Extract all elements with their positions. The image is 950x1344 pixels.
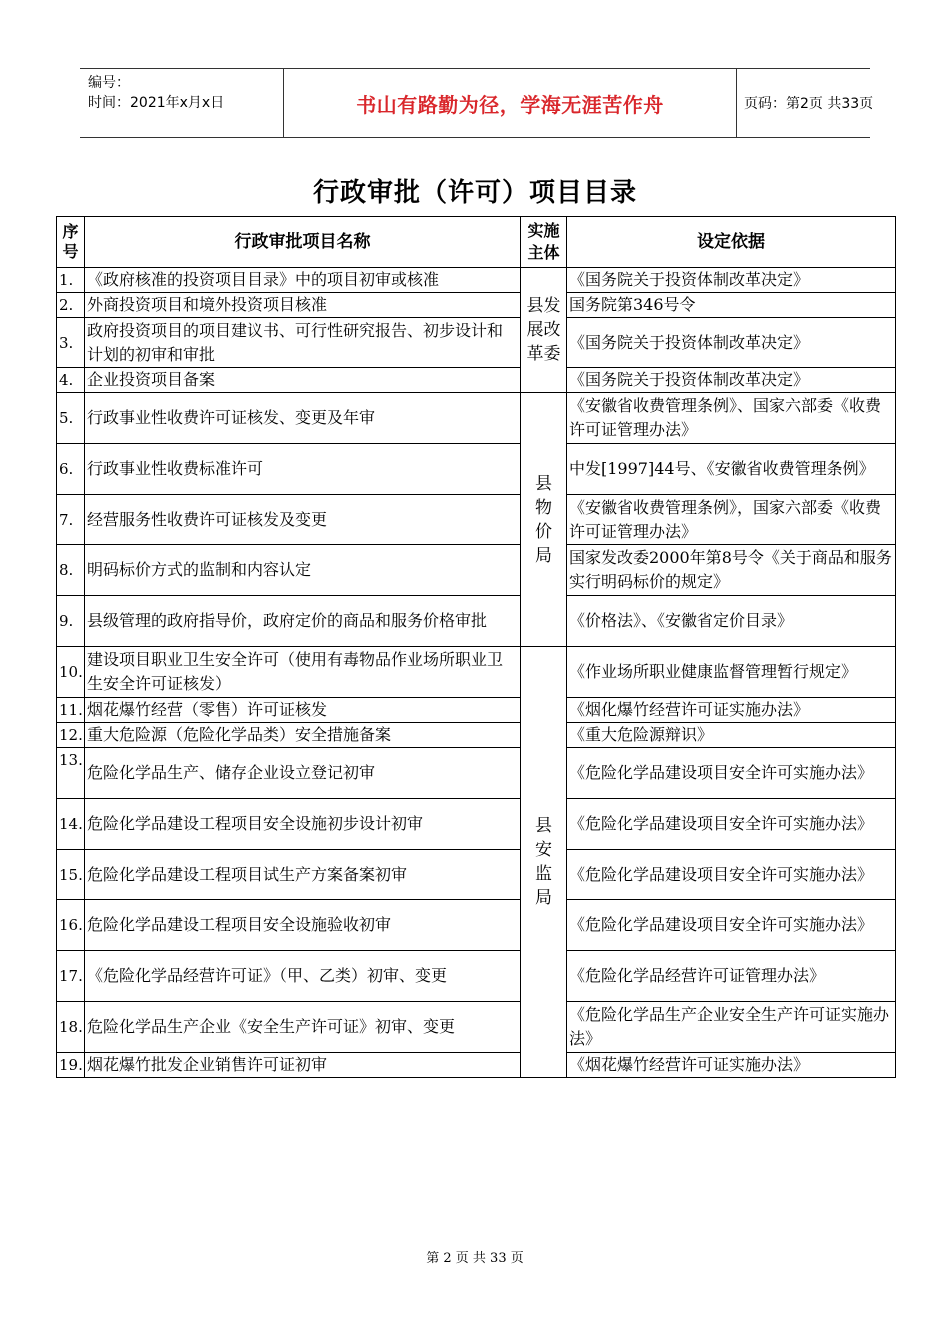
table-row <box>57 268 896 293</box>
row-number: 7. <box>57 495 85 545</box>
row-number: 4. <box>57 368 85 393</box>
document-header <box>80 68 874 138</box>
table-row <box>57 723 896 748</box>
row-number: 19. <box>57 1053 85 1078</box>
row-basis: 《危险化学品建设项目安全许可实施办法》 <box>567 748 896 799</box>
table-row <box>57 1002 896 1053</box>
table-row <box>57 495 896 545</box>
subject-text: 县安监局 <box>535 816 552 908</box>
row-name: 建设项目职业卫生安全许可（使用有毒物品作业场所职业卫生安全许可证核发） <box>85 647 521 698</box>
header-subject <box>521 217 567 268</box>
row-number: 17. <box>57 951 85 1002</box>
row-basis: 《危险化学品生产企业安全生产许可证实施办法》 <box>567 1002 896 1053</box>
header-meta <box>88 73 283 133</box>
time-label: 时间：2021年x月x日 <box>88 95 225 111</box>
row-number: 8. <box>57 545 85 596</box>
table-row <box>57 799 896 850</box>
row-name: 经营服务性收费许可证核发及变更 <box>85 495 521 545</box>
row-basis: 《安徽省收费管理条例》，国家六部委《收费许可证管理办法》 <box>567 495 896 545</box>
header-seq <box>57 217 85 268</box>
table-row <box>57 293 896 318</box>
row-number: 2. <box>57 293 85 318</box>
table-row <box>57 748 896 799</box>
row-basis: 《危险化学品经营许可证管理办法》 <box>567 951 896 1002</box>
row-number: 18. <box>57 1002 85 1053</box>
row-basis: 《危险化学品建设项目安全许可实施办法》 <box>567 799 896 850</box>
row-basis: 《价格法》、《安徽省定价目录》 <box>567 596 896 647</box>
table-row <box>57 444 896 495</box>
row-name: 明码标价方式的监制和内容认定 <box>85 545 521 596</box>
code-label: 编号： <box>88 75 130 91</box>
table-row <box>57 393 896 444</box>
row-name: 《政府核准的投资项目目录》中的项目初审或核准 <box>85 268 521 293</box>
header-subject-text: 实施主体 <box>527 221 560 262</box>
header-motto: 书山有路勤为径，学海无涯苦作舟 <box>283 69 737 137</box>
row-number: 16. <box>57 900 85 951</box>
subject-text: 县物价局 <box>535 473 552 566</box>
table-header-row <box>57 217 896 268</box>
subject-cell <box>521 647 567 1078</box>
header-name: 行政审批项目名称 <box>85 217 521 268</box>
row-name: 外商投资项目和境外投资项目核准 <box>85 293 521 318</box>
row-number: 1. <box>57 268 85 293</box>
row-name: 危险化学品生产企业《安全生产许可证》初审、变更 <box>85 1002 521 1053</box>
row-basis: 国家发改委2000年第8号令《关于商品和服务实行明码标价的规定》 <box>567 545 896 596</box>
row-basis: 国务院第346号令 <box>567 293 896 318</box>
table-row <box>57 545 896 596</box>
row-name: 烟花爆竹批发企业销售许可证初审 <box>85 1053 521 1078</box>
row-number: 13. <box>57 748 85 799</box>
row-number: 6. <box>57 444 85 495</box>
row-basis: 《危险化学品建设项目安全许可实施办法》 <box>567 900 896 951</box>
row-number: 11. <box>57 698 85 723</box>
approval-table <box>56 216 896 1078</box>
row-basis: 《国务院关于投资体制改革决定》 <box>567 318 896 368</box>
row-number: 15. <box>57 850 85 900</box>
row-name: 《危险化学品经营许可证》（甲、乙类）初审、变更 <box>85 951 521 1002</box>
row-name: 政府投资项目的项目建议书、可行性研究报告、初步设计和计划的初审和审批 <box>85 318 521 368</box>
row-basis: 《国务院关于投资体制改革决定》 <box>567 368 896 393</box>
table-row <box>57 850 896 900</box>
row-basis: 《烟化爆竹经营许可证实施办法》 <box>567 698 896 723</box>
row-number: 9. <box>57 596 85 647</box>
row-basis: 《国务院关于投资体制改革决定》 <box>567 268 896 293</box>
header-seq-text: 序号 <box>62 222 79 261</box>
table-row <box>57 647 896 698</box>
row-name: 行政事业性收费许可证核发、变更及年审 <box>85 393 521 444</box>
row-basis: 《烟花爆竹经营许可证实施办法》 <box>567 1053 896 1078</box>
table-row <box>57 900 896 951</box>
row-basis: 《作业场所职业健康监督管理暂行规定》 <box>567 647 896 698</box>
row-basis: 《重大危险源辩识》 <box>567 723 896 748</box>
row-basis: 《危险化学品建设项目安全许可实施办法》 <box>567 850 896 900</box>
row-number: 5. <box>57 393 85 444</box>
row-number: 10. <box>57 647 85 698</box>
table-row <box>57 698 896 723</box>
header-page-info: 页码：第2页 共33页 <box>744 96 874 112</box>
row-name: 危险化学品建设工程项目安全设施初步设计初审 <box>85 799 521 850</box>
row-number: 14. <box>57 799 85 850</box>
row-number: 12. <box>57 723 85 748</box>
table-row <box>57 951 896 1002</box>
row-number: 3. <box>57 318 85 368</box>
row-name: 烟花爆竹经营（零售）许可证核发 <box>85 698 521 723</box>
table-row <box>57 368 896 393</box>
row-name: 危险化学品生产、储存企业设立登记初审 <box>85 748 521 799</box>
subject-cell <box>521 393 567 647</box>
row-name: 行政事业性收费标准许可 <box>85 444 521 495</box>
row-name: 企业投资项目备案 <box>85 368 521 393</box>
row-name: 危险化学品建设工程项目试生产方案备案初审 <box>85 850 521 900</box>
row-basis: 《安徽省收费管理条例》、国家六部委《收费许可证管理办法》 <box>567 393 896 444</box>
row-basis: 中发[1997]44号、《安徽省收费管理条例》 <box>567 444 896 495</box>
row-name: 重大危险源（危险化学品类）安全措施备案 <box>85 723 521 748</box>
row-name: 危险化学品建设工程项目安全设施验收初审 <box>85 900 521 951</box>
page-footer: 第 2 页 共 33 页 <box>426 1251 524 1266</box>
subject-cell: 县发展改革委 <box>521 268 567 393</box>
row-name: 县级管理的政府指导价，政府定价的商品和服务价格审批 <box>85 596 521 647</box>
table-row <box>57 318 896 368</box>
page-title: 行政审批（许可）项目目录 <box>312 178 637 208</box>
table-row <box>57 596 896 647</box>
table-row <box>57 1053 896 1078</box>
header-basis: 设定依据 <box>567 217 896 268</box>
